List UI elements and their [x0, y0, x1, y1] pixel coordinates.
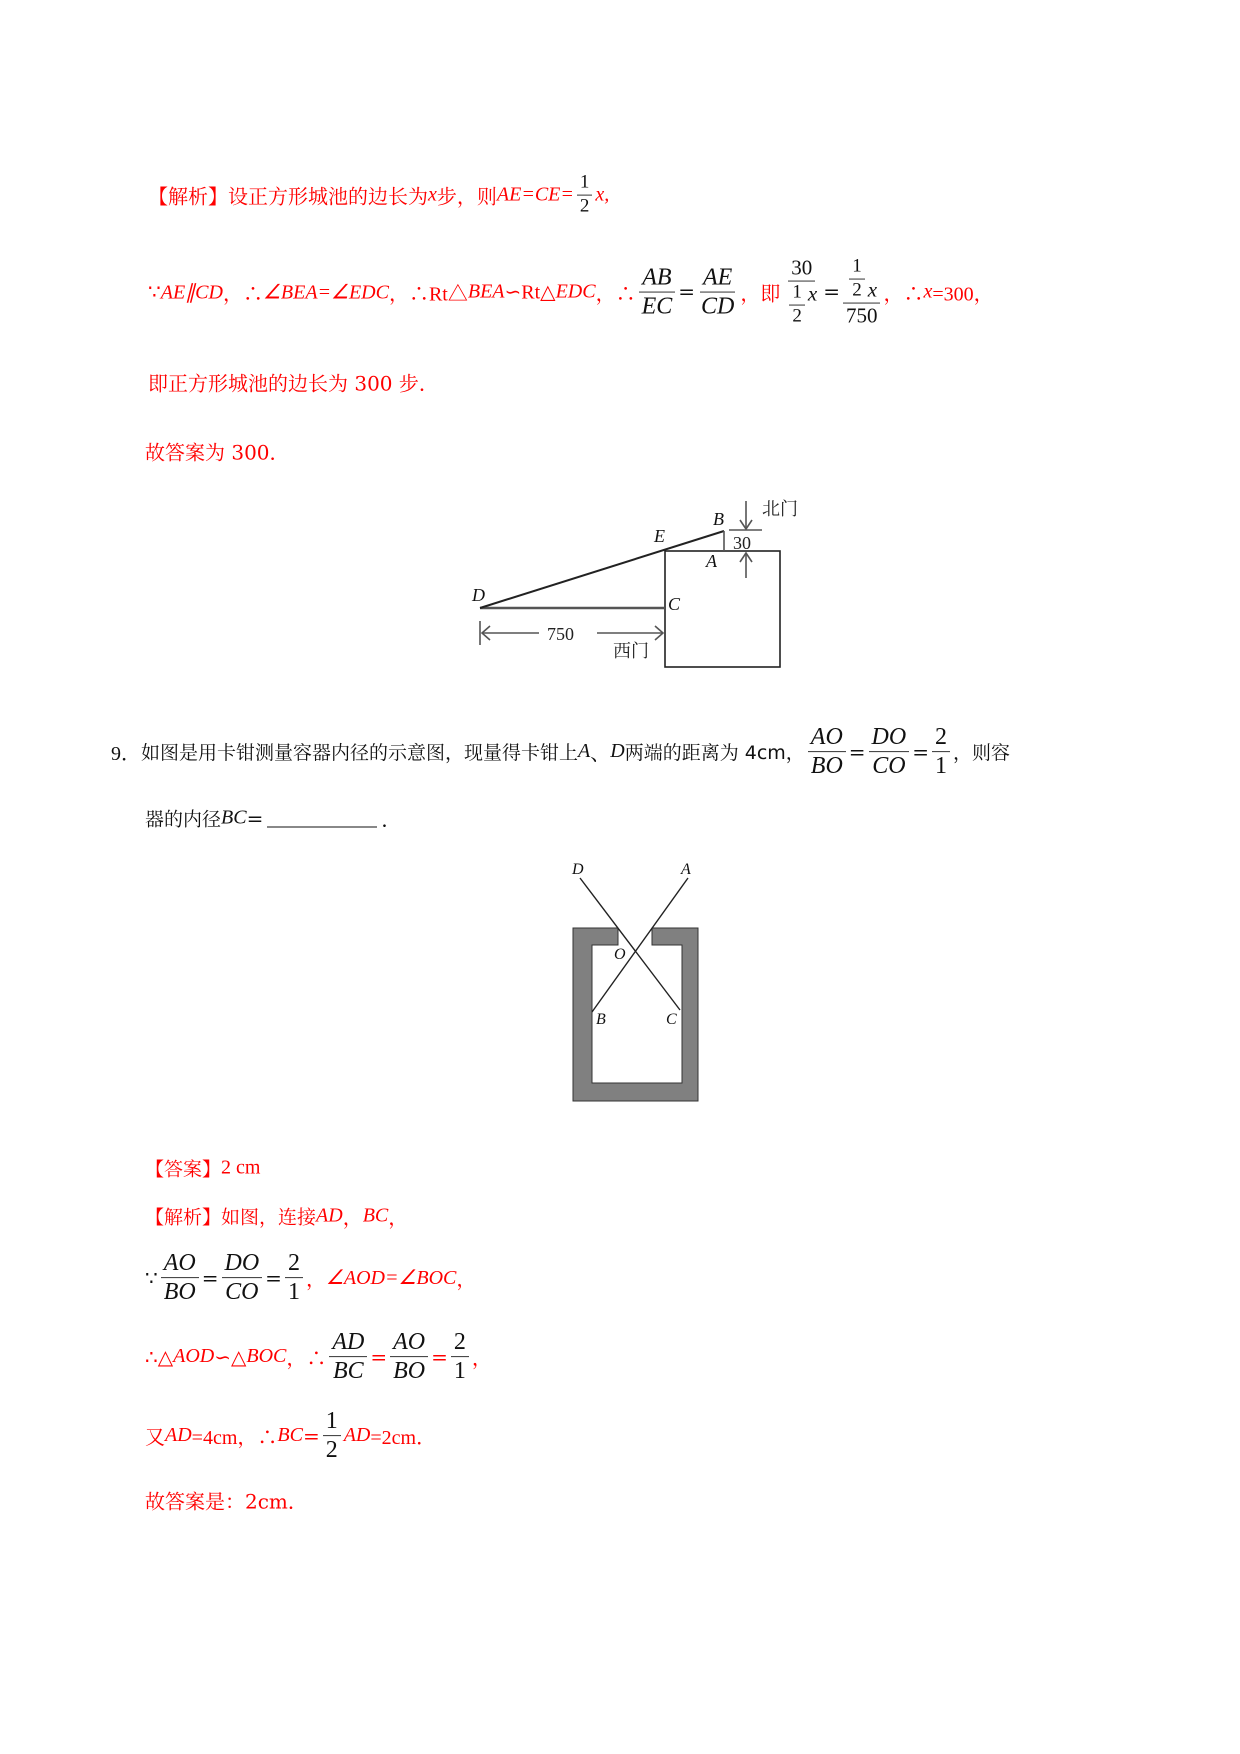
denominator: CO [225, 1279, 259, 1306]
analysis9-line1 [145, 1202, 408, 1231]
text: ∵ [145, 1266, 158, 1290]
text: ， [305, 1267, 326, 1292]
denominator: CD [701, 293, 735, 320]
text: ， [388, 1205, 409, 1230]
math: BC [362, 1204, 389, 1227]
numerator: AD [329, 1329, 367, 1357]
numerator: AO [808, 724, 846, 752]
fraction [222, 1250, 263, 1306]
denominator: 1 [934, 753, 947, 780]
text: 两端的距离为 4cm， [624, 742, 805, 765]
text: ， [456, 1267, 477, 1292]
text: ． [381, 807, 402, 832]
label-30: 30 [733, 533, 751, 553]
answer-label: 【答案】 [145, 1158, 222, 1181]
denominator: 2 [792, 305, 802, 327]
numerator: 1 [789, 283, 805, 306]
numerator: 1 [849, 257, 865, 280]
var-x: x [428, 183, 437, 206]
numerator: 2 [932, 724, 950, 752]
equals: = [912, 740, 929, 764]
equals: = [823, 280, 840, 304]
text: 如图是用卡钳测量容器内径的示意图，现量得卡钳上 [141, 742, 579, 765]
text: ，∴ [286, 1346, 327, 1371]
label-b: B [713, 509, 724, 529]
numerator: 30 [788, 257, 815, 282]
equals: = [265, 1266, 282, 1290]
math: EDC [555, 280, 596, 303]
equals: = [678, 280, 696, 304]
text: ∵ [148, 280, 161, 304]
label-a: A [681, 861, 691, 878]
label-west-gate: 西门 [613, 641, 649, 662]
denominator: BO [163, 1279, 196, 1306]
text: = [302, 1424, 320, 1448]
label-750: 750 [547, 624, 574, 644]
label-b: B [596, 1011, 606, 1028]
fraction [323, 1408, 341, 1464]
denominator: 1 [453, 1358, 466, 1385]
numerator: 2 [451, 1329, 469, 1357]
text: =4cm，∴ [191, 1427, 278, 1450]
text: ， [342, 1205, 363, 1230]
var-bc: BC [221, 806, 247, 829]
text: =300， [932, 283, 994, 306]
numerator: AB [639, 264, 674, 292]
analysis8-line3: 即正方形城池的边长为 300 步． [148, 371, 439, 396]
answer-value: 2 cm [221, 1156, 261, 1179]
analysis8-answer: 故答案为 300． [145, 440, 290, 465]
label-o: O [614, 946, 626, 963]
var-d: D [610, 740, 625, 763]
denominator: 2 [579, 195, 590, 217]
numerator: 2 [285, 1250, 303, 1278]
var-x: x [867, 277, 878, 302]
text: ，∴Rt△ [388, 283, 468, 306]
fraction [161, 1250, 199, 1306]
math: ∠BEA=∠EDC [262, 281, 389, 304]
denominator: 2 [852, 279, 862, 301]
numerator: AO [390, 1329, 428, 1357]
question-number: 9． [111, 743, 141, 766]
answer9 [145, 1155, 260, 1182]
math: AD [343, 1424, 371, 1447]
text: 器的内径 [145, 808, 222, 831]
container [573, 928, 698, 1101]
label-a: A [706, 551, 717, 571]
text: ∴△ [145, 1345, 174, 1369]
fraction [390, 1329, 428, 1385]
equals: = [848, 740, 866, 764]
text: x, [595, 183, 610, 206]
denominator: 750 [845, 303, 878, 328]
equals: = [246, 806, 264, 830]
label-e: E [654, 526, 665, 546]
numerator: 1 [323, 1408, 341, 1436]
text: ∽△ [214, 1345, 247, 1369]
analysis9-line3 [145, 1329, 492, 1385]
math: AE∥CD [160, 281, 223, 304]
math: BC [277, 1424, 303, 1447]
denominator: 2 [325, 1437, 338, 1464]
analysis9-answer: 故答案是：2cm． [145, 1489, 308, 1514]
math: AOD [173, 1345, 215, 1368]
fraction [285, 1250, 303, 1306]
denominator: BO [810, 753, 843, 780]
text: 又 [145, 1425, 165, 1450]
label-d: D [472, 585, 485, 605]
label-north-gate: 北门 [762, 499, 798, 520]
equals: = [431, 1345, 448, 1369]
text: =2cm． [370, 1427, 437, 1450]
label-d: D [572, 861, 584, 878]
text: 步，则 [436, 184, 497, 209]
denominator: 1 [287, 1279, 300, 1306]
analysis9-line2 [145, 1250, 476, 1306]
denominator: EC [641, 293, 673, 320]
text: 【解析】设正方形城池的边长为 [148, 184, 428, 209]
label-c: C [666, 1011, 677, 1028]
text: ，则容 [952, 742, 1010, 765]
var-x: x [807, 281, 818, 306]
denominator: BO [393, 1358, 426, 1385]
text: 、 [590, 741, 611, 766]
numerator: AE [700, 264, 735, 292]
math: AD [165, 1424, 192, 1447]
analysis9-line4 [145, 1408, 436, 1464]
equals: = [370, 1345, 388, 1369]
fraction [451, 1329, 469, 1385]
numerator: AO [161, 1250, 199, 1278]
var-x: x [923, 280, 933, 303]
fraction [329, 1329, 367, 1385]
text: ，∴ [883, 281, 924, 306]
equals: = [201, 1266, 219, 1290]
numerator: DO [869, 724, 910, 752]
denominator: CO [872, 753, 906, 780]
math: BOC [246, 1345, 287, 1368]
denominator: BC [333, 1358, 364, 1385]
text: ∽Rt△ [504, 281, 556, 304]
text: ，即 [740, 281, 781, 306]
var-a: A [578, 740, 591, 763]
math: ∠AOD=∠BOC [325, 1267, 457, 1290]
text: ，∴ [595, 281, 636, 306]
text: ， [471, 1346, 492, 1371]
numerator: DO [222, 1250, 263, 1278]
text: 【解析】如图，连接 [145, 1206, 317, 1229]
equation: AE=CE= [496, 183, 574, 206]
math: AD [316, 1204, 343, 1227]
label-c: C [668, 594, 681, 614]
numerator: 1 [577, 173, 593, 196]
math: BEA [467, 280, 505, 303]
text: ，∴ [222, 281, 263, 306]
